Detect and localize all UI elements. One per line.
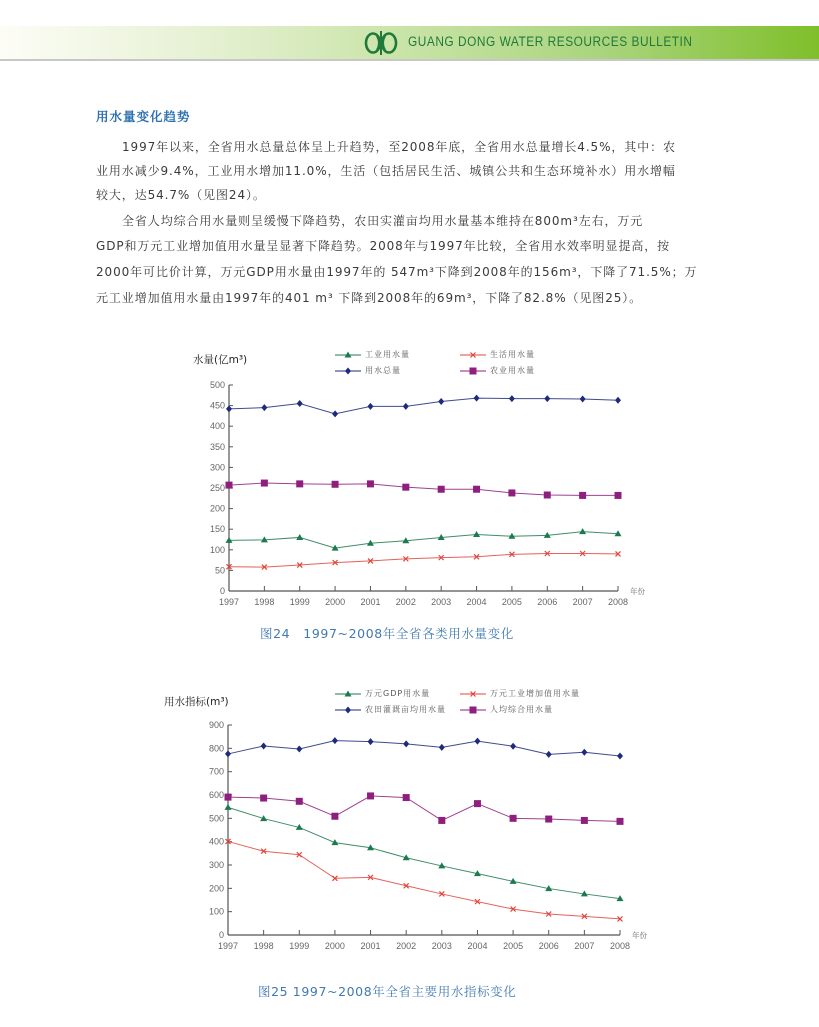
svg-text:400: 400 [209, 421, 225, 432]
svg-text:1997: 1997 [218, 597, 240, 607]
paragraph-line: 业用水减少9.4%，工业用水增加11.0%，生活（包括居民生活、城镇公共和生态环境补水）用水增幅 [96, 164, 676, 178]
paragraph-line: GDP和万元工业增加值用水量呈显著下降趋势。2008年与1997年比较，全省用水效率明显提高，按 [96, 239, 671, 253]
svg-text:100: 100 [208, 906, 224, 917]
svg-text:2006: 2006 [537, 597, 558, 607]
svg-text:250: 250 [209, 483, 225, 493]
svg-text:1999: 1999 [289, 597, 310, 607]
section-title: 用水量变化趋势 [96, 109, 191, 124]
svg-text:350: 350 [209, 441, 225, 452]
svg-text:100: 100 [209, 544, 225, 555]
legend-label: 生活用水量 [490, 350, 535, 359]
legend-label: 工业用水量 [365, 350, 410, 359]
svg-text:2005: 2005 [501, 597, 522, 607]
chart1-ylabel: 水量(亿m³) [193, 354, 248, 366]
svg-text:2007: 2007 [574, 941, 595, 951]
svg-text:1998: 1998 [253, 941, 274, 951]
svg-text:0: 0 [219, 586, 225, 596]
svg-text:200: 200 [208, 883, 224, 894]
svg-text:200: 200 [209, 503, 225, 514]
svg-text:2007: 2007 [572, 597, 593, 607]
svg-text:450: 450 [209, 400, 225, 411]
paragraph-line: 1997年以来，全省用水总量总体呈上升趋势，至2008年底，全省用水总量增长4.5%，其中：农 [122, 140, 676, 154]
svg-text:2001: 2001 [360, 597, 381, 607]
legend-label: 万元工业增加值用水量 [490, 689, 580, 698]
legend-label: 人均综合用水量 [490, 705, 553, 714]
legend-label: 用水总量 [365, 366, 401, 375]
svg-text:2008: 2008 [609, 941, 631, 951]
svg-text:2002: 2002 [396, 941, 417, 951]
svg-text:1999: 1999 [289, 941, 310, 951]
paragraph-line: 元工业增加值用水量由1997年的401 m³ 下降到2008年的69m³，下降了82.8%（见图25）。 [96, 291, 643, 305]
svg-text:300: 300 [208, 860, 224, 870]
svg-text:150: 150 [209, 524, 225, 535]
svg-text:年份: 年份 [630, 587, 645, 596]
legend-label: 农田灌溉亩均用水量 [365, 705, 446, 714]
svg-text:2006: 2006 [538, 941, 559, 951]
svg-text:2004: 2004 [467, 941, 488, 951]
svg-text:1998: 1998 [254, 597, 275, 607]
svg-text:2008: 2008 [607, 597, 629, 607]
svg-text:900: 900 [208, 720, 224, 730]
svg-text:700: 700 [208, 766, 224, 777]
figure-25-caption: 图25 1997~2008年全省主要用水指标变化 [258, 984, 517, 999]
svg-text:500: 500 [209, 380, 225, 390]
svg-text:500: 500 [208, 813, 224, 824]
chart2-ylabel: 用水指标(m³) [164, 696, 229, 708]
legend-label: 万元GDP用水量 [365, 689, 431, 698]
legend-label: 农业用水量 [490, 366, 535, 375]
paragraph-line: 较大，达54.7%（见图24）。 [96, 188, 266, 202]
figure-24-caption: 图24 1997~2008年全省各类用水量变化 [260, 626, 514, 641]
svg-text:2003: 2003 [431, 597, 452, 607]
chart1-plot [210, 380, 646, 607]
svg-text:800: 800 [208, 743, 224, 754]
svg-text:0: 0 [218, 930, 224, 940]
svg-text:2005: 2005 [503, 941, 524, 951]
svg-text:2002: 2002 [395, 597, 416, 607]
svg-text:50: 50 [214, 565, 225, 576]
bulletin-title: GUANG DONG WATER RESOURCES BULLETIN [408, 34, 693, 49]
paragraph-line: 2000年可比价计算，万元GDP用水量由1997年的 547m³下降到2008年的156m³，下降了71.5%；万 [96, 265, 698, 279]
svg-text:400: 400 [208, 836, 224, 847]
svg-text:年份: 年份 [632, 931, 647, 940]
svg-text:300: 300 [209, 462, 225, 473]
svg-text:2004: 2004 [466, 597, 487, 607]
svg-text:600: 600 [208, 790, 224, 800]
svg-text:2003: 2003 [431, 941, 452, 951]
chart2-plot [209, 720, 648, 951]
svg-text:2001: 2001 [360, 941, 381, 951]
paragraph-line: 全省人均综合用水量则呈缓慢下降趋势，农田实灌亩均用水量基本维持在800m³左右，万元 [122, 214, 644, 228]
svg-text:2000: 2000 [324, 941, 345, 951]
svg-text:1997: 1997 [217, 941, 239, 951]
svg-text:2000: 2000 [325, 597, 346, 607]
